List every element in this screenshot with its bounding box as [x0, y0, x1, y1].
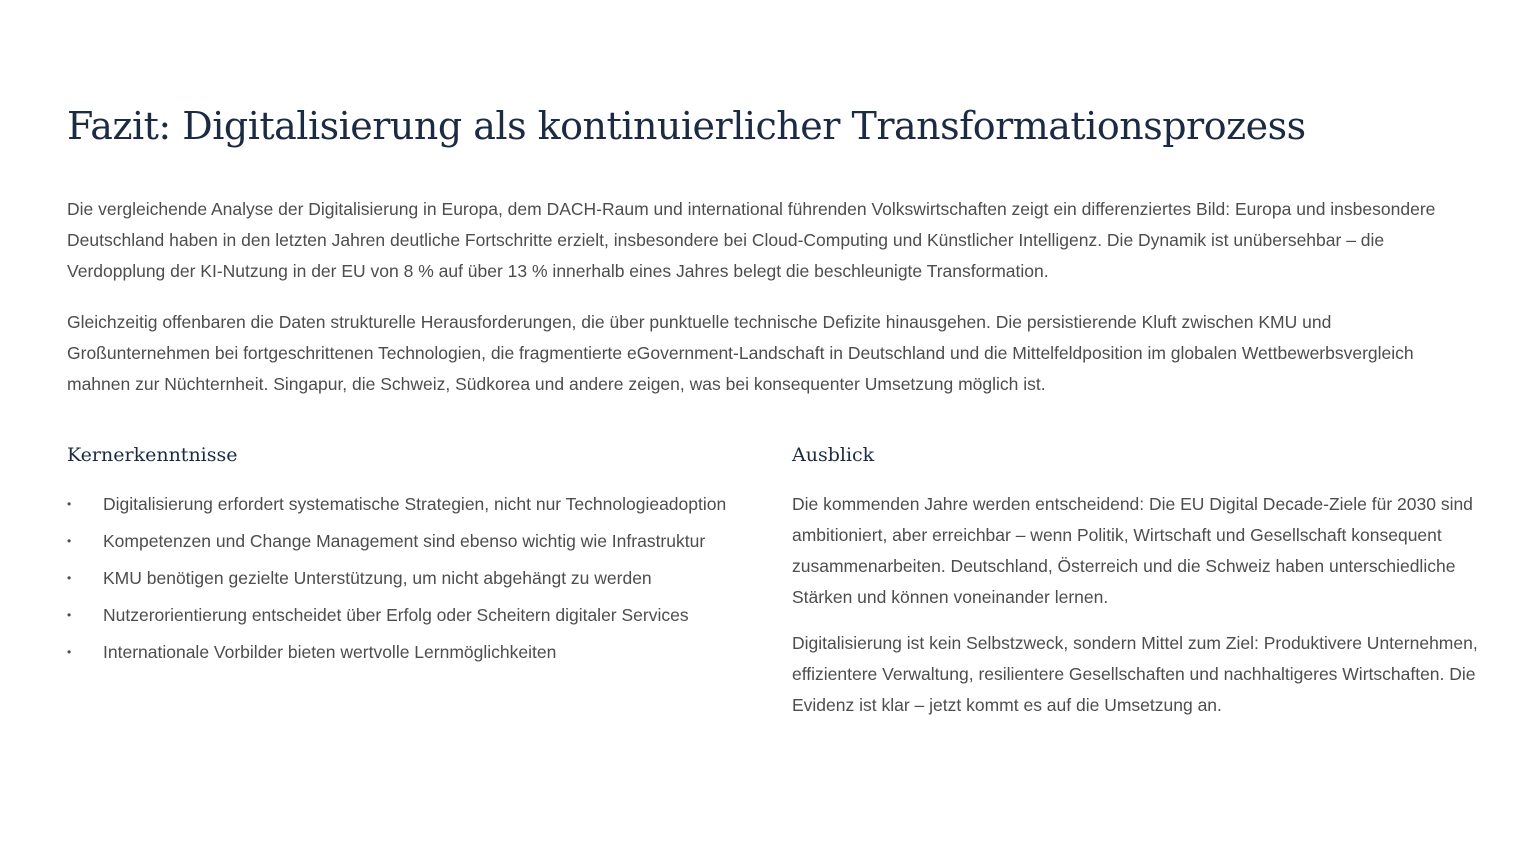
bullet-icon: •: [67, 571, 72, 585]
list-item-text: Nutzerorientierung entscheidet über Erfolg oder Scheitern digitaler Services: [103, 605, 689, 625]
list-item: [67, 600, 747, 631]
outlook-heading: Ausblick: [792, 444, 875, 466]
key-findings-column: [67, 439, 747, 674]
outlook-paragraph-2: Digitalisierung ist kein Selbstzweck, sondern Mittel zum Ziel: Produktivere Unternehmen, effizientere Verwaltung, resilientere Gesellschaften und nachhaltigeres Wirtschaften. Die Evidenz ist klar – jetzt kommt es auf die Umsetzung an.: [792, 633, 1478, 715]
list-item: [67, 526, 747, 557]
bullet-icon: •: [67, 534, 72, 548]
bullet-icon: •: [67, 645, 72, 659]
list-item-text: Kompetenzen und Change Management sind ebenso wichtig wie Infrastruktur: [103, 531, 706, 551]
key-findings-heading: Kernerkenntnisse: [67, 444, 238, 466]
intro-paragraph-2: Gleichzeitig offenbaren die Daten strukturelle Herausforderungen, die über punktuelle technische Defizite hinausgehen. Die persistierende Kluft zwischen KMU und Großunternehmen bei fortgeschrittenen Technologien, die fragmentierte eGovernment-Landschaft in Deutschland und die Mittelfeldposition im globalen Wettbewerbsvergleich mahnen zur Nüchternheit. Singapur, die Schweiz, Südkorea und andere zeigen, was bei konsequenter Umsetzung möglich ist.: [67, 312, 1414, 394]
list-item-text: Internationale Vorbilder bieten wertvolle Lernmöglichkeiten: [103, 642, 557, 662]
list-item-text: Digitalisierung erfordert systematische Strategien, nicht nur Technologieadoption: [103, 494, 727, 514]
key-findings-list: [67, 489, 747, 668]
outlook-paragraph-1: Die kommenden Jahre werden entscheidend: Die EU Digital Decade-Ziele für 2030 sind ambitioniert, aber erreichbar – wenn Politik, Wirtschaft und Gesellschaft konsequent zusammenarbeiten. Deutschland, Österreich und die Schweiz haben unterschiedliche Stärken und können voneinander lernen.: [792, 494, 1473, 607]
list-item: [67, 637, 747, 668]
intro-paragraph-1: Die vergleichende Analyse der Digitalisierung in Europa, dem DACH-Raum und international führenden Volkswirtschaften zeigt ein differenziertes Bild: Europa und insbesondere Deutschland haben in den letzten Jahren deutliche Fortschritte erzielt, insbesondere bei Cloud-Computing und Künstlicher Intelligenz. Die Dynamik ist unübersehbar – die Verdopplung der KI-Nutzung in der EU von 8 % auf über 13 % innerhalb eines Jahres belegt die beschleunigte Transformation.: [67, 199, 1436, 281]
intro-section: [67, 194, 1472, 420]
list-item: [67, 563, 747, 594]
list-item-text: KMU benötigen gezielte Unterstützung, um nicht abgehängt zu werden: [103, 568, 652, 588]
list-item: [67, 489, 747, 520]
bullet-icon: •: [67, 497, 72, 511]
bullet-icon: •: [67, 608, 72, 622]
outlook-column: [792, 439, 1482, 736]
page-title: Fazit: Digitalisierung als kontinuierlicher Transformationsprozess: [67, 104, 1306, 148]
